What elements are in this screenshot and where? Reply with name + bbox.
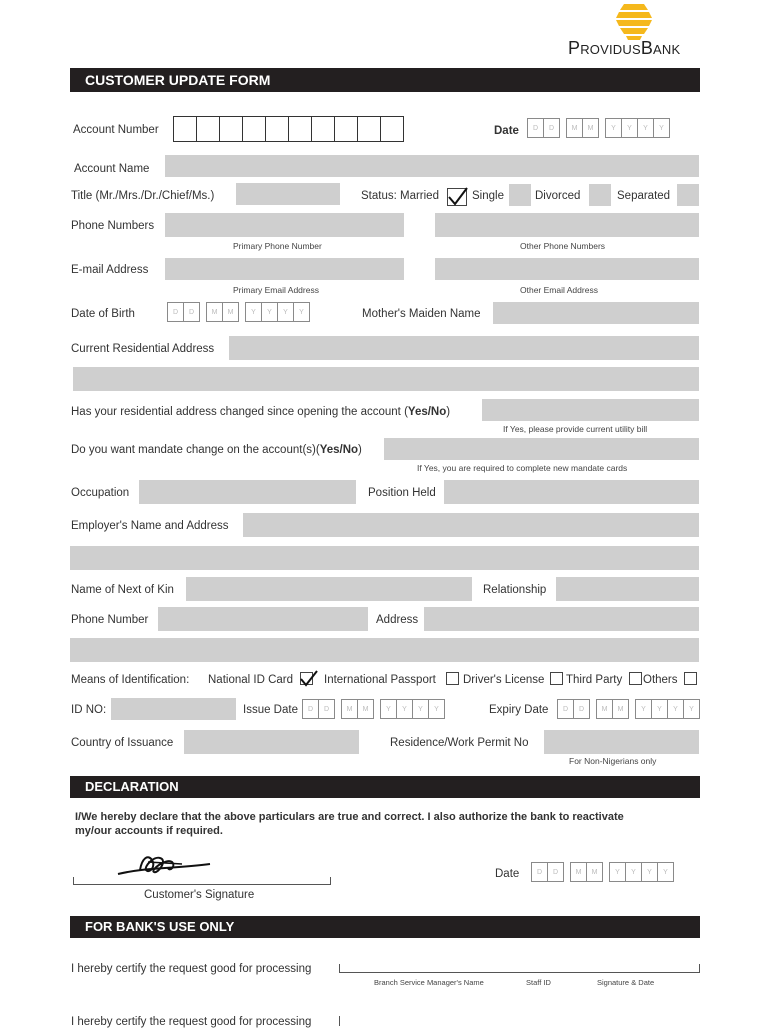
expiry-date-label: Expiry Date <box>489 704 549 716</box>
nok-phone-field[interactable] <box>158 607 368 631</box>
phone-numbers-label: Phone Numbers <box>71 220 155 232</box>
signature-date-caption: Signature & Date <box>597 978 655 987</box>
id-no-field[interactable] <box>111 698 236 720</box>
declaration-text-1: I/We hereby declare that the above particulars are true and correct. I also authorize the bank to reactivate <box>75 811 624 823</box>
account-number-label: Account Number <box>73 124 159 136</box>
relationship-label: Relationship <box>483 584 547 596</box>
utility-note: If Yes, please provide current utility bill <box>503 424 648 434</box>
email-label: E-mail Address <box>71 264 149 276</box>
nok-address-label: Address <box>376 614 419 626</box>
residence-permit-label: Residence/Work Permit No <box>390 737 529 749</box>
customer-signature-label: Customer's Signature <box>144 889 255 901</box>
issue-date-boxes[interactable]: D D M M Y Y Y Y <box>302 699 445 719</box>
expiry-date-boxes[interactable]: D D M M Y Y Y Y <box>557 699 700 719</box>
mandate-label: Do you want mandate change on the account(s)(Yes/No) <box>71 444 362 456</box>
certify-line-2[interactable] <box>339 1016 340 1026</box>
separated-box[interactable] <box>677 184 699 206</box>
account-number-boxes[interactable] <box>173 116 404 142</box>
mandate-field[interactable] <box>384 438 699 460</box>
status-single-label: Single <box>472 190 504 202</box>
residential-field-2[interactable] <box>73 367 699 391</box>
primary-phone-caption: Primary Phone Number <box>233 241 322 251</box>
means-id-label: Means of Identification: <box>71 674 190 686</box>
bank-use-title: FOR BANK'S USE ONLY <box>70 916 700 938</box>
status-separated-label: Separated <box>617 190 671 202</box>
date-boxes[interactable]: D D M M Y Y Y Y <box>527 118 670 138</box>
employer-field[interactable] <box>243 513 699 537</box>
other-email-field[interactable] <box>435 258 699 280</box>
drivers-license-label: Driver's License <box>463 674 545 686</box>
title-label: Title (Mr./Mrs./Dr./Chief/Ms.) <box>71 190 215 202</box>
address-changed-field[interactable] <box>482 399 699 421</box>
nok-phone-label: Phone Number <box>71 614 149 626</box>
primary-email-field[interactable] <box>165 258 404 280</box>
declaration-text-2: my/our accounts if required. <box>75 825 223 837</box>
dob-boxes[interactable]: D D M M Y Y Y Y <box>167 302 310 322</box>
manager-name-caption: Branch Service Manager's Name <box>374 978 484 987</box>
others-label: Others <box>643 674 678 686</box>
maiden-name-field[interactable] <box>493 302 699 324</box>
issue-date-label: Issue Date <box>243 704 298 716</box>
nok-address-field[interactable] <box>424 607 699 631</box>
date-label: Date <box>494 125 519 137</box>
declaration-date-label: Date <box>495 868 520 880</box>
certify-label: I hereby certify the request good for processing <box>71 963 312 975</box>
maiden-name-label: Mother's Maiden Name <box>362 308 481 320</box>
occupation-field[interactable] <box>139 480 356 504</box>
account-name-label: Account Name <box>74 163 150 175</box>
intl-passport-checkbox[interactable] <box>446 672 459 685</box>
other-phone-caption: Other Phone Numbers <box>520 241 606 251</box>
relationship-field[interactable] <box>556 577 699 601</box>
country-label: Country of Issuance <box>71 737 174 749</box>
divorced-box[interactable] <box>589 184 611 206</box>
occupation-label: Occupation <box>71 487 130 499</box>
staff-id-caption: Staff ID <box>526 978 551 987</box>
residential-label: Current Residential Address <box>71 343 215 355</box>
dob-label: Date of Birth <box>71 308 135 320</box>
employer-field-2[interactable] <box>70 546 699 570</box>
intl-passport-label: International Passport <box>324 674 436 686</box>
address-changed-label: Has your residential address changed since opening the account (Yes/No) <box>71 406 451 418</box>
residential-field[interactable] <box>229 336 699 360</box>
primary-email-caption: Primary Email Address <box>233 285 319 295</box>
declaration-date-boxes[interactable]: D D M M Y Y Y Y <box>531 862 674 882</box>
other-phone-field[interactable] <box>435 213 699 237</box>
position-field[interactable] <box>444 480 699 504</box>
providus-logo-icon <box>613 3 655 41</box>
country-field[interactable] <box>184 730 359 754</box>
third-party-label: Third Party <box>566 674 623 686</box>
certify-line[interactable] <box>339 964 700 973</box>
certify-label-2: I hereby certify the request good for processing <box>71 1016 312 1028</box>
primary-phone-field[interactable] <box>165 213 404 237</box>
national-id-label: National ID Card <box>208 674 294 686</box>
position-label: Position Held <box>368 487 436 499</box>
other-email-caption: Other Email Address <box>520 285 598 295</box>
single-box[interactable] <box>509 184 531 206</box>
next-of-kin-label: Name of Next of Kin <box>71 584 174 596</box>
account-name-field[interactable] <box>165 155 699 177</box>
title-field[interactable] <box>236 183 340 205</box>
third-party-checkbox[interactable] <box>629 672 642 685</box>
nok-address-field-2[interactable] <box>70 638 699 662</box>
employer-label: Employer's Name and Address <box>71 520 229 532</box>
married-check-icon <box>446 185 470 207</box>
drivers-license-checkbox[interactable] <box>550 672 563 685</box>
non-nigerians-note: For Non-Nigerians only <box>569 756 657 766</box>
national-id-check-icon <box>299 669 319 687</box>
declaration-title: DECLARATION <box>70 776 700 798</box>
next-of-kin-field[interactable] <box>186 577 472 601</box>
others-checkbox[interactable] <box>684 672 697 685</box>
signature-line <box>73 877 331 885</box>
residence-permit-field[interactable] <box>544 730 699 754</box>
form-title: CUSTOMER UPDATE FORM <box>70 68 700 92</box>
id-no-label: ID NO: <box>71 704 107 716</box>
mandate-note: If Yes, you are required to complete new mandate cards <box>417 463 628 473</box>
status-divorced-label: Divorced <box>535 190 581 202</box>
bank-name: ProvidusBank <box>568 38 681 58</box>
status-married-label: Status: Married <box>361 190 439 202</box>
